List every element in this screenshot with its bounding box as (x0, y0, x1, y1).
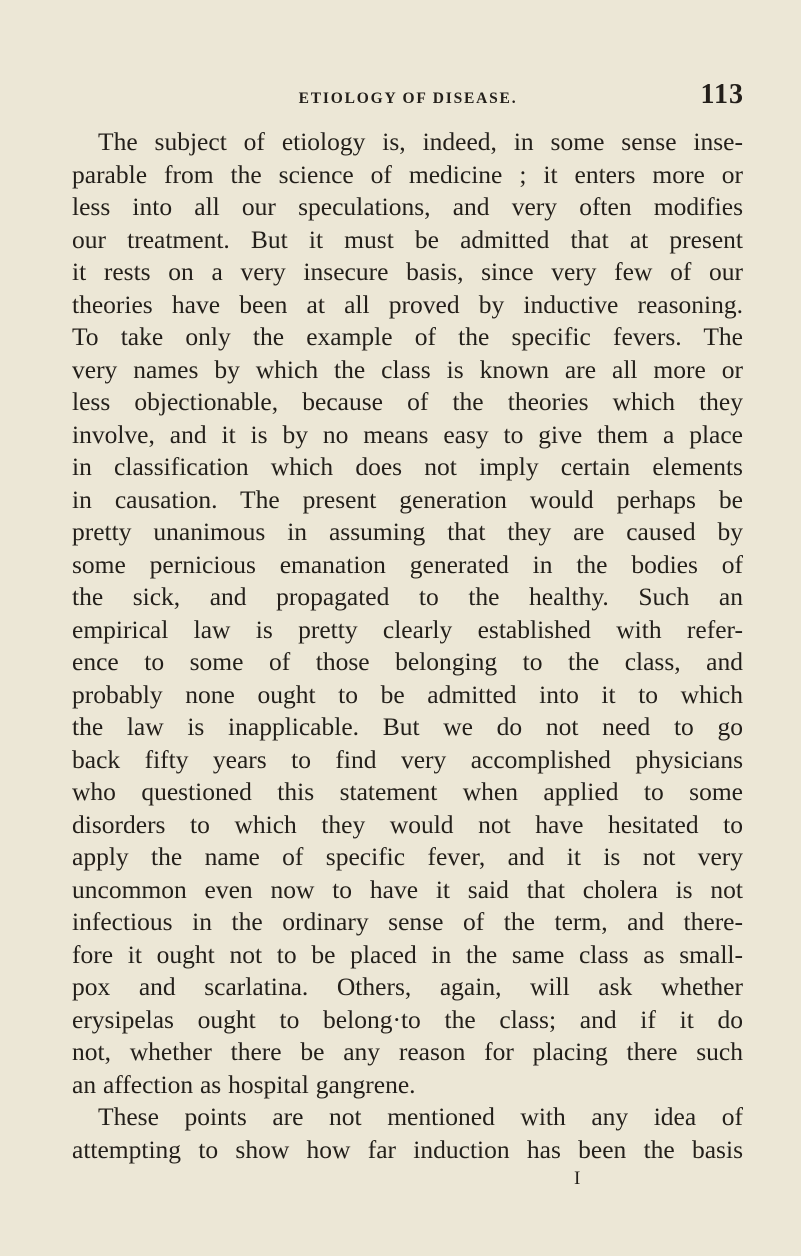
text-line: back fifty years to find very accomplished physicians (72, 744, 743, 774)
text-line: in classification which does not imply certain elements (72, 452, 743, 481)
text-line: apply the name of specific fever, and it is not very (72, 842, 743, 871)
text-line: disorders to which they would not have hesitated to (72, 809, 743, 839)
text-line: The subject of etiology is, indeed, in some sense inse- (98, 127, 743, 156)
text-line: not, whether there be any reason for placing there such (72, 1037, 743, 1066)
text-line: the sick, and propagated to the healthy. Such an (72, 582, 743, 611)
text-line: the law is inapplicable. But we do not need to go (72, 712, 743, 741)
paragraph (72, 1101, 743, 1166)
text-line: empirical law is pretty clearly established with refer- (72, 614, 743, 644)
text-line: less objectionable, because of the theories which they (72, 387, 743, 416)
text-line: theories have been at all proved by inductive reasoning. (72, 289, 743, 319)
text-line: fore it ought not to be placed in the same class as small- (72, 939, 743, 969)
text-line: who questioned this statement when applied to some (72, 777, 743, 806)
text-line: our treatment. But it must be admitted that at present (72, 224, 743, 254)
text-line: an affection as hospital gangrene. (72, 1069, 416, 1099)
running-title: ETIOLOGY OF DISEASE. (298, 90, 518, 107)
text-line: in causation. The present generation would perhaps be (72, 484, 743, 514)
text-line: some pernicious emanation generated in the bodies of (72, 549, 743, 579)
text-line: parable from the science of medicine ; it enters more or (72, 159, 743, 189)
text-line: uncommon even now to have it said that cholera is not (72, 874, 743, 904)
paragraph (72, 126, 743, 1101)
text-line: attempting to show how far induction has been the basis (72, 1134, 743, 1164)
body-text (72, 126, 743, 1166)
page-number: 113 (700, 79, 744, 110)
signature-mark: I (574, 1168, 582, 1189)
text-line: infectious in the ordinary sense of the term, and there- (72, 907, 743, 936)
text-line: pretty unanimous in assuming that they are caused by (72, 517, 743, 546)
text-line: less into all our speculations, and very often modifies (72, 192, 743, 221)
text-line: ence to some of those belonging to the class, and (72, 647, 743, 676)
text-line: very names by which the class is known are all more or (72, 354, 743, 384)
text-line: it rests on a very insecure basis, since very few of our (72, 257, 743, 286)
text-line: erysipelas ought to belong·to the class; and if it do (72, 1004, 743, 1034)
text-line: probably none ought to be admitted into it to which (72, 679, 743, 709)
text-line: These points are not mentioned with any idea of (98, 1102, 743, 1131)
text-line: pox and scarlatina. Others, again, will ask whether (72, 972, 743, 1001)
running-head (72, 79, 744, 118)
text-line: To take only the example of the specific fevers. The (72, 322, 743, 351)
text-line: involve, and it is by no means easy to give them a place (72, 419, 743, 449)
